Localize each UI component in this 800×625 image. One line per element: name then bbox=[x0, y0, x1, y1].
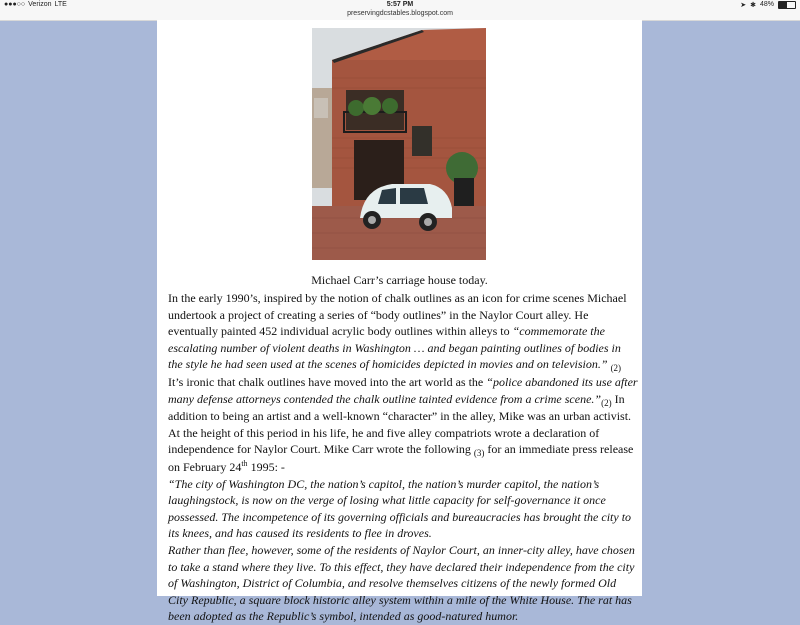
quote-text: “commemorate the escalating number of violent deaths in Washington … and began painting outlines of bodies in the style he had seen used at the scenes of homicides depicted in movies and on television.” bbox=[168, 324, 621, 372]
carriage-house-image bbox=[312, 28, 486, 260]
network-label: LTE bbox=[54, 1, 67, 8]
blog-page bbox=[157, 20, 642, 624]
address-bar-url[interactable]: preservingdcstables.blogspot.com bbox=[347, 10, 453, 17]
paragraph-text: 1995: - bbox=[247, 459, 285, 474]
status-bar bbox=[0, 0, 800, 21]
status-right bbox=[740, 0, 796, 9]
superscript: th bbox=[241, 458, 248, 468]
battery-icon bbox=[778, 1, 796, 9]
reference-marker: (3) bbox=[473, 448, 485, 459]
signal-dots-icon: ●●●○○ bbox=[4, 1, 26, 8]
location-icon: ➤ bbox=[740, 1, 747, 9]
declaration-quote: “The city of Washington DC, the nation’s capitol, the nation’s murder capitol, the nation’s laughingstock, is now on the verge of losing what little capacity for self-governance it once possessed. The incompetence of its governing officials and bureaucracies has brought the city to its knees, and has caused its residents to flee in droves. bbox=[168, 476, 632, 541]
status-time: 5:57 PM bbox=[386, 1, 414, 8]
article-paragraph bbox=[168, 290, 638, 476]
declaration-quote: Rather than flee, however, some of the residents of Naylor Court, an inner-city alley, have chosen to take a stand where they live. To this effect, they have declared their independence from the city of Washington, District of Columbia, and resolve themselves citizens of the newly formed Old City Republic, a square block historic alley system within a mile of the White House. The rat has been adopted as the Republic’s symbol, intended as good-natured humor. bbox=[168, 542, 635, 624]
reference-marker: (2) bbox=[601, 397, 612, 408]
carriage-house-photo bbox=[312, 28, 486, 260]
battery-percent: 48% bbox=[759, 1, 774, 8]
reference-marker: (2) bbox=[610, 363, 622, 374]
article-body bbox=[168, 290, 638, 625]
quote-text: “police abandoned its use after many defense attorneys contended the chalk outline tainted evidence from a crime scene.” bbox=[168, 374, 638, 406]
paragraph-text: In the early 1990’s, inspired by the notion of chalk outlines as an icon for crime scenes Michael undertook a project of creating a series of “body outlines” in the Naylor Court alley. He eventually painted 452 individual acrylic body outlines within alleys to bbox=[168, 291, 627, 339]
paragraph-text: for an immediate press release on February 24 bbox=[168, 442, 634, 474]
paragraph-text: It’s ironic that chalk outlines have moved into the art world as the bbox=[168, 374, 487, 389]
paragraph-text: In addition to being an artist and a well-known “character” in the alley, Mike was an urban activist. At the height of this period in his life, he and five alley compatriots wrote a declaration of independence for Naylor Court. Mike Carr wrote the following bbox=[168, 391, 632, 457]
bluetooth-icon: ✱ bbox=[750, 1, 756, 9]
photo-caption: Michael Carr’s carriage house today. bbox=[311, 273, 488, 287]
carrier-label: Verizon bbox=[28, 1, 52, 8]
